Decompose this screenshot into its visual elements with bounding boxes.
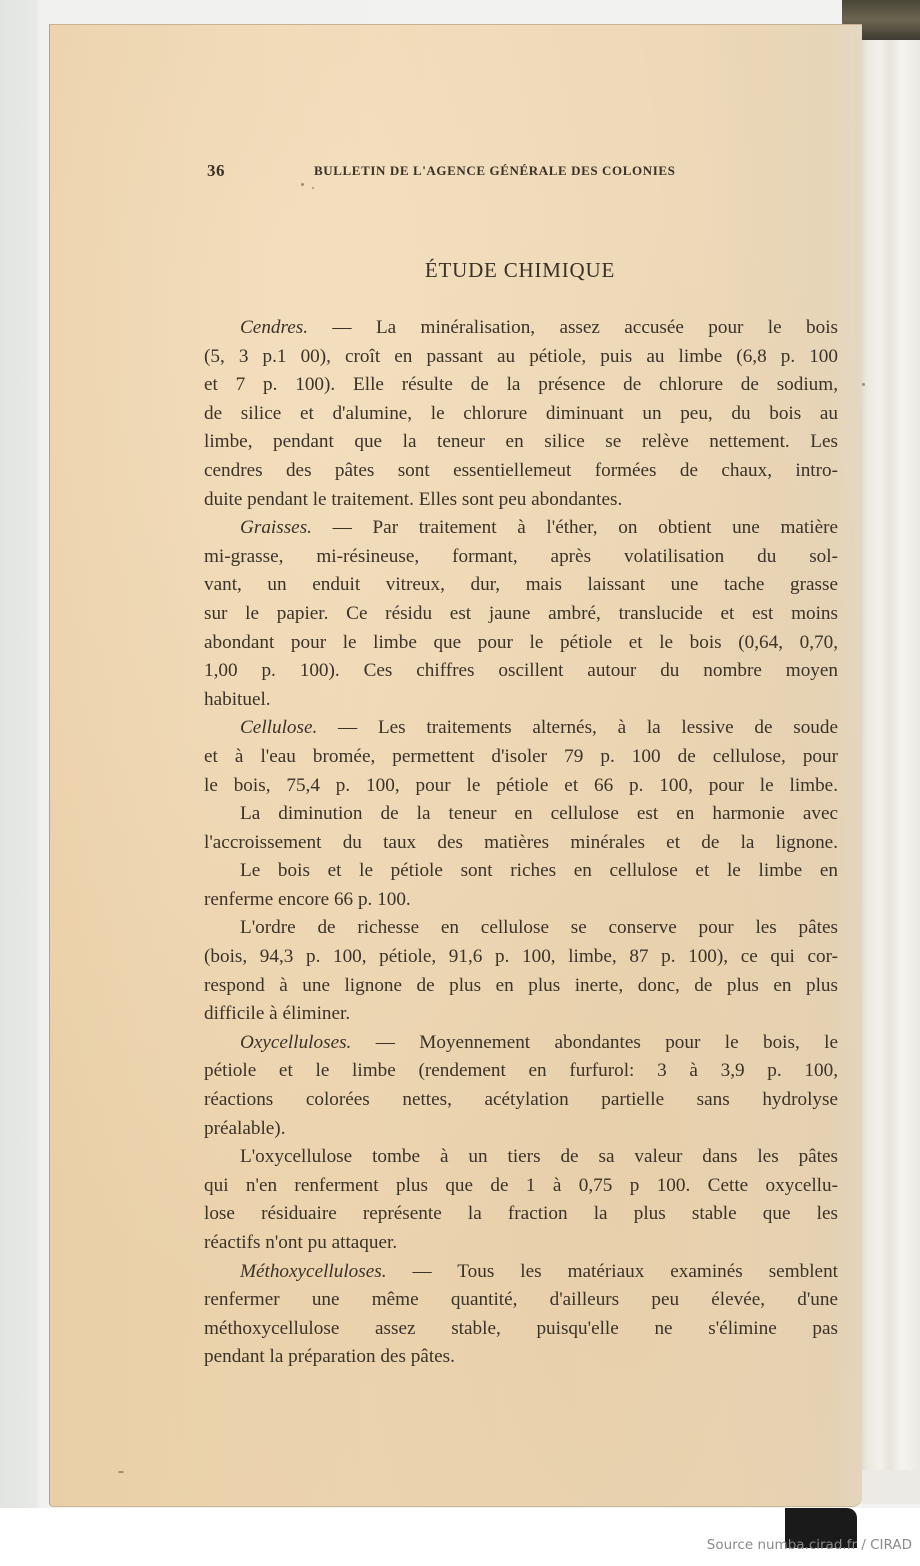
section-title: ÉTUDE CHIMIQUE [424,258,616,282]
paper-speck [301,183,304,186]
paragraph-graisses: Graisses. — Par traitement à l'éther, on obtient une matière mi-grasse, mi-résineuse, formant, après volatilisation du sol- vant, un enduit vitreux, dur, mais laissant une tache grasse sur le papier. Ce résidu est jaune ambré, translucide et est moins abondant pour le limbe que pour le pétiole et le bois (0,64, 0,70, 1,00 p. 100). Ces chiffres oscillent autour du nombre moyen habituel. [204,517,838,710]
paragraph-bois-petiole: Le bois et le pétiole sont riches en cellulose et le limbe en renferme encore 66 p. 100. [204,860,838,910]
paragraph-diminution: La diminution de la teneur en cellulose est en harmonie avec l'accroissement du taux des matières minérales et de la lignone. [204,803,838,853]
paragraph-methoxycelluloses: Méthoxycelluloses. — Tous les matériaux examinés semblent renfermer une même quantité, d'ailleurs peu élevée, d'une méthoxycellulose assez stable, puisqu'elle ne s'élimine pas pendant la préparation des pâtes. [204,1260,838,1368]
paper-speck [118,1471,124,1473]
paragraph-heading: Méthoxycelluloses. [240,1260,387,1282]
running-header [207,161,747,181]
paper-speck [312,187,314,189]
paper-speck [862,383,865,386]
book-page-edges-lower [856,1470,920,1504]
book-page-edges [858,22,920,1502]
paragraph-heading: Cendres. [240,317,309,338]
running-title: BULLETIN DE L'AGENCE GÉNÉRALE DES COLONIES [314,163,676,178]
paragraph-oxycellulose-tombe: L'oxycellulose tombe à un tiers de sa valeur dans les pâtes qui n'en renferment plus que de 1 à 0,75 p 100. Cette oxycellu- lose résiduaire représente la fraction la plus stable que les réactifs n'ont pu attaquer. [204,1146,838,1253]
paragraph-cendres: Cendres. — La minéralisation, assez accusée pour le bois (5, 3 p.1 00), croît en passant au pétiole, puis au limbe (6,8 p. 100 et 7 p. 100). Elle résulte de la présence de chlorure de sodium, de silice et d'alumine, le chlorure diminuant un peu, du bois au limbe, pendant que la teneur en silice se relève nettement. Les cendres des pâtes sont essentiellemeut formées de chaux, intro- duite pendant le traitement. Elles sont peu abondantes. [204,317,838,510]
source-credit: Source numba.cirad.fr / CIRAD [706,1537,912,1553]
paragraph-heading: Cellulose. [240,717,318,739]
paragraph-heading: Oxycelluloses. [240,1031,352,1053]
paragraph-ordre-richesse: L'ordre de richesse en cellulose se conserve pour les pâtes (bois, 94,3 p. 100, pétiole, 91,6 p. 100, limbe, 87 p. 100), ce qui cor- respond à une lignone de plus en plus inerte, donc, de plus en plus difficile à éliminer. [204,917,838,1025]
paragraph-heading: Graisses. [240,517,312,539]
page-number: 36 [207,161,225,180]
paragraph-cellulose: Cellulose. — Les traitements alternés, à la lessive de soude et à l'eau bromée, permettent d'isoler 79 p. 100 de cellulose, pour le bois, 75,4 p. 100, pour le pétiole et 66 p. 100, pour le limbe. [204,717,838,796]
paragraph-oxycelluloses: Oxycelluloses. — Moyennement abondantes pour le bois, le pétiole et le limbe (rendement en furfurol: 3 à 3,9 p. 100, réactions colorées nettes, acétylation partielle sans hydrolyse préalable). [204,1031,838,1139]
body-text [204,314,838,1372]
